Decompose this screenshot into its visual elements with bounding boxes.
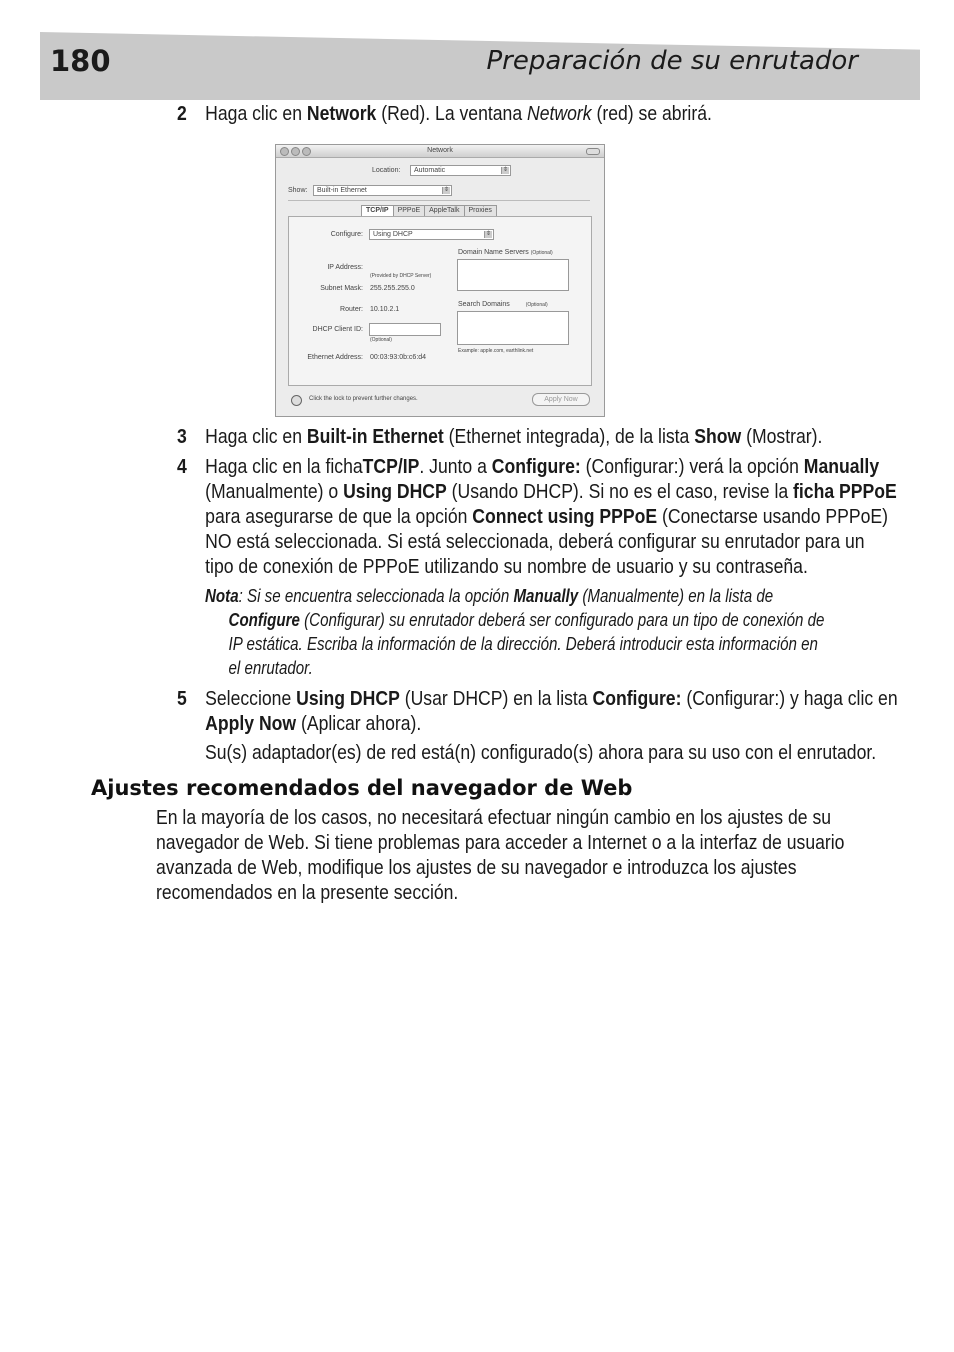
- chevron-down-icon: ⇕: [502, 167, 509, 173]
- tcpip-panel: [288, 216, 592, 386]
- ip-note: (Provided by DHCP Server): [370, 273, 432, 279]
- dns-field[interactable]: [457, 259, 569, 291]
- dns-label: Domain Name Servers (Optional): [458, 249, 553, 256]
- search-domains-field[interactable]: [457, 311, 569, 345]
- show-label: Show:: [288, 187, 308, 194]
- note: Nota: Si se encuentra seleccionada la opción Manually (Manualmente) en la lista de Configure (Configurar) su enrutador deberá ser configurado para un tipo de conexión de IP estática. Escriba la información de la dirección. Deberá introducir esta información en el enrutador.: [205, 586, 825, 678]
- close-icon[interactable]: [280, 147, 289, 156]
- network-window-screenshot: [275, 144, 605, 417]
- ip-label: IP Address:: [327, 264, 363, 271]
- configure-select[interactable]: Using DHCP ⇕: [369, 229, 494, 240]
- router-value: 10.10.2.1: [370, 306, 400, 313]
- minimize-icon[interactable]: [291, 147, 300, 156]
- chevron-down-icon: ⇕: [443, 187, 450, 193]
- window-titlebar: [276, 145, 604, 158]
- search-domains-label: Search Domains (Optional): [458, 301, 548, 308]
- zoom-icon[interactable]: [302, 147, 311, 156]
- section-heading: Ajustes recomendados del navegador de Web: [91, 776, 633, 800]
- location-select[interactable]: Automatic ⇕: [410, 165, 511, 176]
- toolbar-toggle-icon[interactable]: [586, 148, 600, 155]
- chevron-down-icon: ⇕: [485, 231, 492, 237]
- window-controls: [280, 147, 313, 161]
- step-number: 3: [177, 426, 187, 448]
- section-body: En la mayoría de los casos, no necesitará efectuar ningún cambio en los ajustes de su navegador de Web. Si tiene problemas para acceder a Internet o a la interfaz de usuario avanzada de Web, modifique los ajustes de su navegador e introduzca los ajustes recomendados en la presente sección.: [156, 807, 845, 904]
- apply-now-button[interactable]: Apply Now: [532, 393, 590, 406]
- dhcp-optional: (Optional): [370, 337, 392, 343]
- configure-label: Configure:: [330, 231, 363, 238]
- step-number: 5: [177, 688, 187, 710]
- tab-tcpip[interactable]: TCP/IP: [361, 205, 394, 217]
- tab-pppoe[interactable]: PPPoE: [393, 205, 426, 217]
- chapter-title: Preparación de su enrutador: [486, 46, 858, 76]
- step-number: 2: [177, 103, 187, 125]
- dhcp-client-field[interactable]: [369, 323, 441, 336]
- step-text: Haga clic en Built-in Ethernet (Ethernet integrada), de la lista Show (Mostrar).: [205, 426, 823, 448]
- window-title: Network: [427, 147, 453, 154]
- step-5-followup: Su(s) adaptador(es) de red está(n) configurado(s) ahora para su uso con el enrutador.: [205, 742, 877, 764]
- show-select[interactable]: Built-in Ethernet ⇕: [313, 185, 452, 196]
- ethernet-label: Ethernet Address:: [307, 354, 363, 361]
- step-text: Haga clic en la fichaTCP/IP. Junto a Configure: (Configurar:) verá la opción Manually (Manualmente) o Using DHCP (Usando DHCP). Si no es el caso, revise la ficha PPPoE para asegurarse de que la opción Connect using PPPoE (Conectarse usando PPPoE) NO está seleccionada. Si está seleccionada, deberá configurar su enrutador para un tipo de conexión de PPPoE utilizando su nombre de usuario y su contraseña.: [205, 456, 897, 578]
- page-number: 180: [50, 44, 111, 78]
- subnet-label: Subnet Mask:: [320, 285, 363, 292]
- tab-appletalk[interactable]: AppleTalk: [424, 205, 464, 217]
- step-number: 4: [177, 456, 187, 478]
- tab-proxies[interactable]: Proxies: [464, 205, 497, 217]
- router-label: Router:: [340, 306, 363, 313]
- example-text: Example: apple.com, earthlink.net: [458, 348, 534, 354]
- lock-text: Click the lock to prevent further changes.: [309, 396, 418, 402]
- step-text: Seleccione Using DHCP (Usar DHCP) en la lista Configure: (Configurar:) y haga clic en Apply Now (Aplicar ahora).: [205, 688, 898, 735]
- dhcp-client-label: DHCP Client ID:: [312, 326, 363, 333]
- divider: [288, 200, 590, 201]
- ethernet-value: 00:03:93:0b:c6:d4: [370, 354, 427, 361]
- subnet-value: 255.255.255.0: [370, 285, 415, 292]
- location-label: Location:: [372, 167, 401, 174]
- lock-icon[interactable]: [291, 395, 302, 406]
- step-text: Haga clic en Network (Red). La ventana Network (red) se abrirá.: [205, 103, 712, 125]
